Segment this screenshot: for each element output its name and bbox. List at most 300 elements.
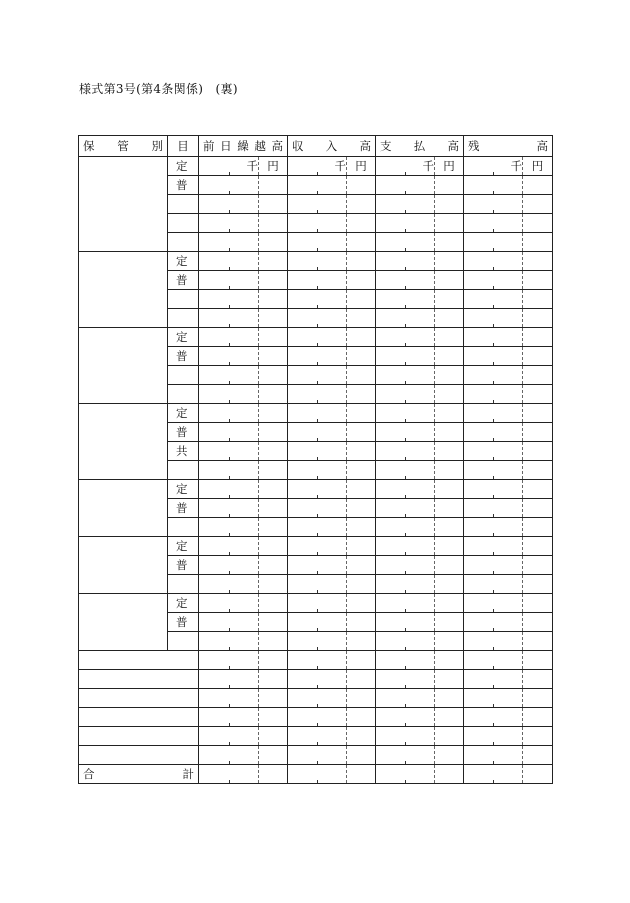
- amount-thousand-cell[interactable]: [376, 499, 435, 518]
- header-moku: 目: [168, 136, 199, 157]
- amount-thousand-cell[interactable]: [464, 537, 523, 556]
- amount-yen-cell[interactable]: [523, 328, 553, 347]
- amount-yen-cell[interactable]: [435, 271, 464, 290]
- amount-yen-cell[interactable]: [523, 689, 553, 708]
- unit-yen-label: 円: [259, 157, 288, 176]
- table-row: [79, 708, 553, 727]
- unit-yen-label: 円: [435, 157, 464, 176]
- amount-thousand-cell[interactable]: [199, 461, 259, 480]
- amount-yen-cell[interactable]: [523, 423, 553, 442]
- amount-thousand-cell[interactable]: [288, 252, 347, 271]
- amount-thousand-cell[interactable]: [199, 309, 259, 328]
- item-type-cell: 普: [168, 423, 199, 442]
- table-row: [79, 594, 553, 613]
- amount-yen-cell[interactable]: [259, 404, 288, 423]
- amount-yen-cell[interactable]: [435, 689, 464, 708]
- amount-yen-cell[interactable]: [347, 176, 376, 195]
- amount-thousand-cell[interactable]: [288, 461, 347, 480]
- amount-yen-cell[interactable]: [347, 271, 376, 290]
- amount-yen-cell[interactable]: [347, 556, 376, 575]
- amount-thousand-cell[interactable]: [376, 746, 435, 765]
- amount-yen-cell[interactable]: [259, 328, 288, 347]
- amount-thousand-cell[interactable]: [199, 670, 259, 689]
- amount-yen-cell[interactable]: [259, 423, 288, 442]
- amount-yen-cell[interactable]: [435, 404, 464, 423]
- item-type-cell: 定: [168, 157, 199, 176]
- amount-yen-cell[interactable]: [347, 328, 376, 347]
- amount-thousand-cell[interactable]: [464, 727, 523, 746]
- custody-category-cell[interactable]: [79, 537, 168, 594]
- amount-yen-cell[interactable]: [435, 537, 464, 556]
- item-type-cell: [168, 366, 199, 385]
- amount-thousand-cell[interactable]: [464, 385, 523, 404]
- amount-yen-cell[interactable]: [259, 613, 288, 632]
- amount-yen-cell[interactable]: [435, 727, 464, 746]
- amount-thousand-cell[interactable]: [288, 480, 347, 499]
- amount-thousand-cell[interactable]: [288, 537, 347, 556]
- unit-yen-label: 円: [523, 157, 553, 176]
- amount-yen-cell[interactable]: [523, 575, 553, 594]
- item-type-cell: 普: [168, 271, 199, 290]
- amount-yen-cell[interactable]: [259, 575, 288, 594]
- amount-thousand-cell[interactable]: [199, 347, 259, 366]
- amount-thousand-cell[interactable]: [288, 385, 347, 404]
- amount-yen-cell[interactable]: [435, 176, 464, 195]
- amount-yen-cell[interactable]: [347, 613, 376, 632]
- amount-thousand-cell[interactable]: [199, 195, 259, 214]
- amount-yen-cell[interactable]: [523, 347, 553, 366]
- amount-thousand-cell[interactable]: [288, 727, 347, 746]
- amount-thousand-cell[interactable]: [199, 556, 259, 575]
- table-row: [79, 537, 553, 556]
- amount-thousand-cell[interactable]: [464, 670, 523, 689]
- total-amount-cell[interactable]: [376, 765, 435, 784]
- item-type-cell: [168, 290, 199, 309]
- amount-yen-cell[interactable]: [347, 480, 376, 499]
- amount-yen-cell[interactable]: [347, 195, 376, 214]
- amount-yen-cell[interactable]: [435, 480, 464, 499]
- amount-thousand-cell[interactable]: [464, 594, 523, 613]
- amount-thousand-cell[interactable]: [464, 404, 523, 423]
- amount-thousand-cell[interactable]: [376, 480, 435, 499]
- amount-yen-cell[interactable]: [259, 385, 288, 404]
- amount-thousand-cell[interactable]: [199, 214, 259, 233]
- amount-thousand-cell[interactable]: [376, 708, 435, 727]
- amount-yen-cell[interactable]: [523, 613, 553, 632]
- custody-category-cell[interactable]: [79, 651, 199, 670]
- amount-yen-cell[interactable]: [347, 252, 376, 271]
- amount-thousand-cell[interactable]: [288, 290, 347, 309]
- amount-thousand-cell[interactable]: [464, 290, 523, 309]
- amount-yen-cell[interactable]: [435, 594, 464, 613]
- amount-yen-cell[interactable]: [435, 708, 464, 727]
- amount-thousand-cell[interactable]: [199, 271, 259, 290]
- amount-yen-cell[interactable]: [523, 461, 553, 480]
- amount-thousand-cell[interactable]: [376, 575, 435, 594]
- amount-yen-cell[interactable]: [259, 727, 288, 746]
- header-zenjitsu: 前 日 繰 越 高: [199, 136, 288, 157]
- amount-thousand-cell[interactable]: [376, 214, 435, 233]
- amount-thousand-cell[interactable]: [376, 727, 435, 746]
- amount-yen-cell[interactable]: [347, 708, 376, 727]
- amount-thousand-cell[interactable]: [199, 290, 259, 309]
- header-zandaka: 残 高: [464, 136, 553, 157]
- amount-yen-cell[interactable]: [259, 537, 288, 556]
- amount-thousand-cell[interactable]: [288, 575, 347, 594]
- amount-yen-cell[interactable]: [259, 442, 288, 461]
- custody-category-cell[interactable]: [79, 727, 199, 746]
- amount-yen-cell[interactable]: [523, 176, 553, 195]
- amount-thousand-cell[interactable]: [464, 651, 523, 670]
- custody-category-cell[interactable]: [79, 328, 168, 404]
- custody-category-cell[interactable]: [79, 252, 168, 328]
- amount-thousand-cell[interactable]: [464, 271, 523, 290]
- amount-yen-cell[interactable]: [435, 499, 464, 518]
- amount-yen-cell[interactable]: [435, 651, 464, 670]
- total-row: [79, 765, 553, 784]
- amount-thousand-cell[interactable]: [464, 233, 523, 252]
- amount-yen-cell[interactable]: [523, 290, 553, 309]
- amount-yen-cell[interactable]: [259, 461, 288, 480]
- amount-thousand-cell[interactable]: [288, 499, 347, 518]
- amount-yen-cell[interactable]: [347, 537, 376, 556]
- amount-yen-cell[interactable]: [347, 385, 376, 404]
- custody-category-cell[interactable]: [79, 689, 199, 708]
- amount-yen-cell[interactable]: [347, 518, 376, 537]
- amount-yen-cell[interactable]: [435, 366, 464, 385]
- total-amount-cell[interactable]: [435, 765, 464, 784]
- amount-thousand-cell[interactable]: [288, 347, 347, 366]
- amount-yen-cell[interactable]: [259, 594, 288, 613]
- item-type-cell: 共: [168, 442, 199, 461]
- amount-yen-cell[interactable]: [523, 746, 553, 765]
- amount-thousand-cell[interactable]: [199, 385, 259, 404]
- amount-thousand-cell[interactable]: [288, 176, 347, 195]
- amount-yen-cell[interactable]: [347, 461, 376, 480]
- amount-yen-cell[interactable]: [347, 233, 376, 252]
- total-amount-cell[interactable]: [199, 765, 259, 784]
- item-type-cell: 定: [168, 404, 199, 423]
- amount-yen-cell[interactable]: [347, 632, 376, 651]
- amount-yen-cell[interactable]: [347, 404, 376, 423]
- amount-yen-cell[interactable]: [259, 195, 288, 214]
- amount-yen-cell[interactable]: [523, 252, 553, 271]
- amount-yen-cell[interactable]: [435, 632, 464, 651]
- amount-thousand-cell[interactable]: [376, 347, 435, 366]
- amount-thousand-cell[interactable]: [464, 689, 523, 708]
- amount-thousand-cell[interactable]: [376, 176, 435, 195]
- amount-yen-cell[interactable]: [347, 309, 376, 328]
- amount-thousand-cell[interactable]: [288, 442, 347, 461]
- amount-thousand-cell[interactable]: [199, 594, 259, 613]
- amount-yen-cell[interactable]: [523, 670, 553, 689]
- amount-yen-cell[interactable]: [259, 518, 288, 537]
- amount-yen-cell[interactable]: [523, 366, 553, 385]
- amount-yen-cell[interactable]: [347, 746, 376, 765]
- amount-yen-cell[interactable]: [523, 385, 553, 404]
- amount-thousand-cell[interactable]: [199, 632, 259, 651]
- amount-thousand-cell[interactable]: [376, 518, 435, 537]
- amount-yen-cell[interactable]: [347, 651, 376, 670]
- amount-yen-cell[interactable]: [347, 366, 376, 385]
- amount-thousand-cell[interactable]: [376, 442, 435, 461]
- amount-thousand-cell[interactable]: [376, 594, 435, 613]
- amount-thousand-cell[interactable]: [288, 423, 347, 442]
- amount-yen-cell[interactable]: [523, 556, 553, 575]
- amount-yen-cell[interactable]: [523, 271, 553, 290]
- amount-yen-cell[interactable]: [523, 708, 553, 727]
- amount-yen-cell[interactable]: [259, 233, 288, 252]
- amount-yen-cell[interactable]: [259, 499, 288, 518]
- amount-thousand-cell[interactable]: [464, 708, 523, 727]
- amount-thousand-cell[interactable]: [199, 423, 259, 442]
- amount-thousand-cell[interactable]: [464, 461, 523, 480]
- amount-yen-cell[interactable]: [435, 442, 464, 461]
- amount-yen-cell[interactable]: [435, 309, 464, 328]
- amount-thousand-cell[interactable]: [288, 746, 347, 765]
- amount-thousand-cell[interactable]: [376, 651, 435, 670]
- amount-thousand-cell[interactable]: [376, 461, 435, 480]
- custody-category-cell[interactable]: [79, 404, 168, 480]
- amount-yen-cell[interactable]: [435, 518, 464, 537]
- amount-thousand-cell[interactable]: [199, 575, 259, 594]
- amount-thousand-cell[interactable]: [288, 594, 347, 613]
- amount-yen-cell[interactable]: [523, 594, 553, 613]
- amount-yen-cell[interactable]: [435, 347, 464, 366]
- amount-thousand-cell[interactable]: [376, 670, 435, 689]
- amount-thousand-cell[interactable]: [464, 195, 523, 214]
- amount-thousand-cell[interactable]: [288, 518, 347, 537]
- total-amount-cell[interactable]: [464, 765, 523, 784]
- amount-yen-cell[interactable]: [435, 461, 464, 480]
- amount-thousand-cell[interactable]: [288, 632, 347, 651]
- amount-thousand-cell[interactable]: [376, 537, 435, 556]
- amount-yen-cell[interactable]: [259, 632, 288, 651]
- amount-thousand-cell[interactable]: [199, 727, 259, 746]
- amount-thousand-cell[interactable]: [376, 252, 435, 271]
- amount-yen-cell[interactable]: [347, 423, 376, 442]
- amount-thousand-cell[interactable]: [376, 195, 435, 214]
- unit-thousand-label: 千: [199, 157, 259, 176]
- table-row: [79, 689, 553, 708]
- custody-category-cell[interactable]: [79, 157, 168, 252]
- table-row: [79, 404, 553, 423]
- amount-thousand-cell[interactable]: [464, 423, 523, 442]
- amount-yen-cell[interactable]: [259, 252, 288, 271]
- amount-yen-cell[interactable]: [347, 575, 376, 594]
- amount-thousand-cell[interactable]: [464, 480, 523, 499]
- amount-thousand-cell[interactable]: [464, 176, 523, 195]
- amount-yen-cell[interactable]: [523, 632, 553, 651]
- amount-yen-cell[interactable]: [259, 290, 288, 309]
- table-row: [79, 727, 553, 746]
- amount-thousand-cell[interactable]: [464, 632, 523, 651]
- amount-yen-cell[interactable]: [523, 651, 553, 670]
- amount-thousand-cell[interactable]: [199, 651, 259, 670]
- item-type-cell: 普: [168, 499, 199, 518]
- amount-yen-cell[interactable]: [523, 214, 553, 233]
- item-type-cell: [168, 575, 199, 594]
- amount-thousand-cell[interactable]: [464, 309, 523, 328]
- amount-yen-cell[interactable]: [347, 594, 376, 613]
- ledger-table: [78, 135, 553, 784]
- amount-thousand-cell[interactable]: [464, 746, 523, 765]
- amount-thousand-cell[interactable]: [464, 518, 523, 537]
- amount-yen-cell[interactable]: [435, 233, 464, 252]
- amount-yen-cell[interactable]: [259, 651, 288, 670]
- custody-category-cell[interactable]: [79, 670, 199, 689]
- amount-thousand-cell[interactable]: [288, 214, 347, 233]
- amount-thousand-cell[interactable]: [288, 670, 347, 689]
- amount-thousand-cell[interactable]: [199, 480, 259, 499]
- amount-thousand-cell[interactable]: [464, 366, 523, 385]
- amount-thousand-cell[interactable]: [376, 423, 435, 442]
- amount-thousand-cell[interactable]: [464, 252, 523, 271]
- amount-yen-cell[interactable]: [523, 518, 553, 537]
- custody-category-cell[interactable]: [79, 594, 168, 651]
- total-amount-cell[interactable]: [259, 765, 288, 784]
- amount-thousand-cell[interactable]: [199, 746, 259, 765]
- amount-thousand-cell[interactable]: [199, 176, 259, 195]
- amount-thousand-cell[interactable]: [199, 328, 259, 347]
- amount-yen-cell[interactable]: [347, 499, 376, 518]
- unit-thousand-label: 千: [288, 157, 347, 176]
- amount-thousand-cell[interactable]: [376, 309, 435, 328]
- amount-yen-cell[interactable]: [435, 556, 464, 575]
- amount-yen-cell[interactable]: [259, 689, 288, 708]
- amount-yen-cell[interactable]: [259, 176, 288, 195]
- total-amount-cell[interactable]: [523, 765, 553, 784]
- amount-thousand-cell[interactable]: [288, 556, 347, 575]
- amount-yen-cell[interactable]: [347, 727, 376, 746]
- amount-yen-cell[interactable]: [435, 613, 464, 632]
- amount-yen-cell[interactable]: [259, 347, 288, 366]
- amount-yen-cell[interactable]: [435, 328, 464, 347]
- amount-thousand-cell[interactable]: [288, 309, 347, 328]
- custody-category-cell[interactable]: [79, 480, 168, 537]
- amount-yen-cell[interactable]: [523, 480, 553, 499]
- amount-yen-cell[interactable]: [523, 499, 553, 518]
- amount-thousand-cell[interactable]: [199, 613, 259, 632]
- amount-yen-cell[interactable]: [259, 746, 288, 765]
- amount-yen-cell[interactable]: [259, 366, 288, 385]
- amount-thousand-cell[interactable]: [199, 689, 259, 708]
- amount-thousand-cell[interactable]: [199, 404, 259, 423]
- amount-yen-cell[interactable]: [347, 689, 376, 708]
- amount-yen-cell[interactable]: [523, 537, 553, 556]
- amount-thousand-cell[interactable]: [288, 328, 347, 347]
- amount-yen-cell[interactable]: [523, 195, 553, 214]
- amount-thousand-cell[interactable]: [376, 233, 435, 252]
- total-amount-cell[interactable]: [347, 765, 376, 784]
- amount-yen-cell[interactable]: [435, 670, 464, 689]
- amount-thousand-cell[interactable]: [288, 233, 347, 252]
- amount-thousand-cell[interactable]: [288, 708, 347, 727]
- amount-yen-cell[interactable]: [435, 214, 464, 233]
- amount-yen-cell[interactable]: [435, 252, 464, 271]
- amount-thousand-cell[interactable]: [288, 366, 347, 385]
- amount-yen-cell[interactable]: [435, 385, 464, 404]
- amount-thousand-cell[interactable]: [464, 214, 523, 233]
- amount-yen-cell[interactable]: [259, 480, 288, 499]
- amount-thousand-cell[interactable]: [199, 518, 259, 537]
- amount-yen-cell[interactable]: [259, 309, 288, 328]
- amount-thousand-cell[interactable]: [464, 575, 523, 594]
- amount-thousand-cell[interactable]: [376, 290, 435, 309]
- amount-thousand-cell[interactable]: [464, 499, 523, 518]
- amount-yen-cell[interactable]: [523, 442, 553, 461]
- amount-thousand-cell[interactable]: [288, 195, 347, 214]
- unit-thousand-label: 千: [376, 157, 435, 176]
- amount-yen-cell[interactable]: [347, 290, 376, 309]
- amount-yen-cell[interactable]: [523, 233, 553, 252]
- amount-thousand-cell[interactable]: [464, 442, 523, 461]
- amount-thousand-cell[interactable]: [464, 613, 523, 632]
- total-amount-cell[interactable]: [288, 765, 347, 784]
- amount-thousand-cell[interactable]: [376, 366, 435, 385]
- amount-thousand-cell[interactable]: [199, 499, 259, 518]
- amount-thousand-cell[interactable]: [288, 404, 347, 423]
- amount-thousand-cell[interactable]: [376, 632, 435, 651]
- amount-yen-cell[interactable]: [347, 442, 376, 461]
- amount-thousand-cell[interactable]: [199, 252, 259, 271]
- amount-thousand-cell[interactable]: [464, 347, 523, 366]
- amount-yen-cell[interactable]: [259, 670, 288, 689]
- amount-thousand-cell[interactable]: [376, 328, 435, 347]
- amount-yen-cell[interactable]: [435, 195, 464, 214]
- table-row: [79, 746, 553, 765]
- amount-thousand-cell[interactable]: [376, 271, 435, 290]
- amount-yen-cell[interactable]: [523, 404, 553, 423]
- amount-thousand-cell[interactable]: [288, 689, 347, 708]
- amount-yen-cell[interactable]: [347, 670, 376, 689]
- amount-thousand-cell[interactable]: [376, 404, 435, 423]
- amount-thousand-cell[interactable]: [376, 689, 435, 708]
- amount-thousand-cell[interactable]: [288, 651, 347, 670]
- item-type-cell: [168, 461, 199, 480]
- amount-thousand-cell[interactable]: [376, 385, 435, 404]
- amount-yen-cell[interactable]: [347, 214, 376, 233]
- table-row: [79, 157, 553, 176]
- amount-thousand-cell[interactable]: [288, 613, 347, 632]
- amount-thousand-cell[interactable]: [199, 442, 259, 461]
- amount-yen-cell[interactable]: [259, 214, 288, 233]
- amount-yen-cell[interactable]: [259, 556, 288, 575]
- header-shunyu: 収 入 高: [288, 136, 376, 157]
- amount-yen-cell[interactable]: [259, 271, 288, 290]
- amount-yen-cell[interactable]: [347, 347, 376, 366]
- amount-thousand-cell[interactable]: [376, 556, 435, 575]
- amount-yen-cell[interactable]: [523, 309, 553, 328]
- amount-yen-cell[interactable]: [435, 575, 464, 594]
- amount-thousand-cell[interactable]: [288, 271, 347, 290]
- amount-yen-cell[interactable]: [523, 727, 553, 746]
- custody-category-cell[interactable]: [79, 708, 199, 727]
- amount-yen-cell[interactable]: [435, 423, 464, 442]
- custody-category-cell[interactable]: [79, 746, 199, 765]
- amount-thousand-cell[interactable]: [199, 233, 259, 252]
- amount-yen-cell[interactable]: [435, 746, 464, 765]
- amount-yen-cell[interactable]: [259, 708, 288, 727]
- amount-thousand-cell[interactable]: [199, 537, 259, 556]
- amount-thousand-cell[interactable]: [464, 556, 523, 575]
- amount-thousand-cell[interactable]: [376, 613, 435, 632]
- amount-thousand-cell[interactable]: [199, 366, 259, 385]
- amount-yen-cell[interactable]: [435, 290, 464, 309]
- amount-thousand-cell[interactable]: [199, 708, 259, 727]
- header-hokan: 保 管 別: [79, 136, 168, 157]
- amount-thousand-cell[interactable]: [464, 328, 523, 347]
